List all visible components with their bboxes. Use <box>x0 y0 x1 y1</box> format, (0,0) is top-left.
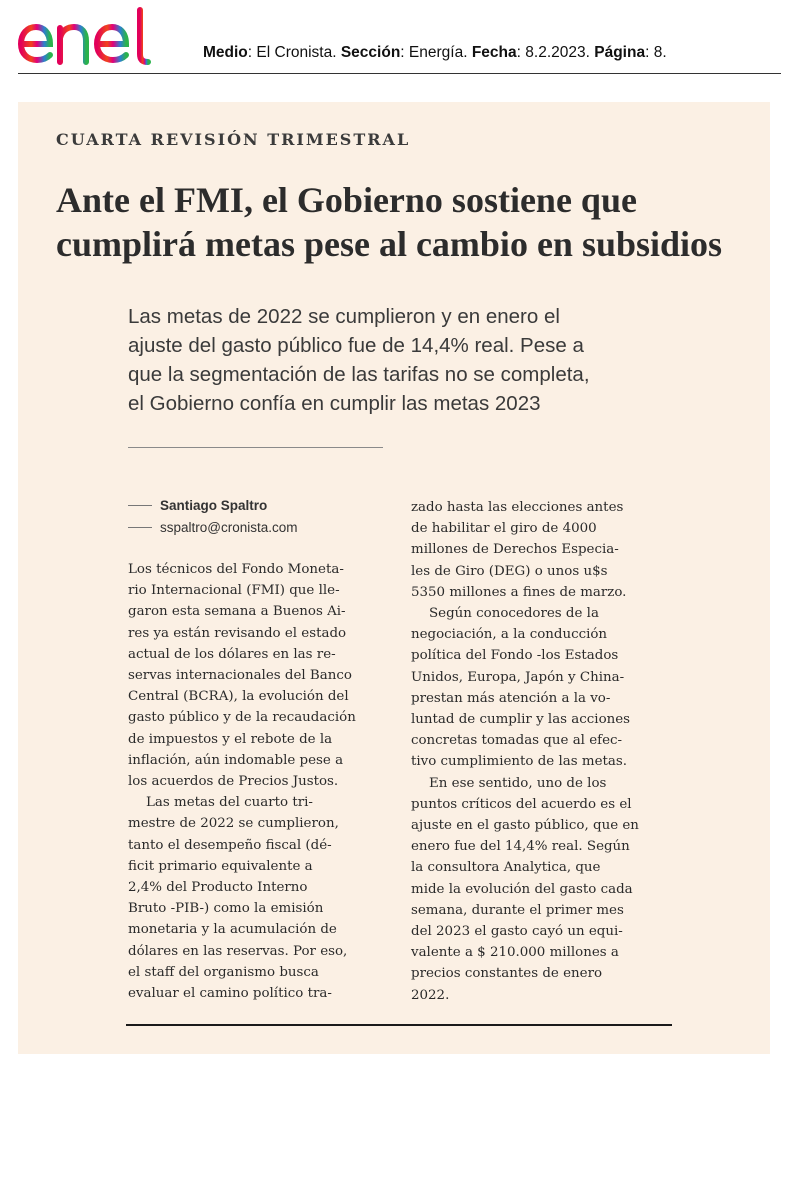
byline-dash <box>128 527 152 528</box>
deck-line: ajuste del gasto público fue de 14,4% real. Pese a <box>128 334 584 357</box>
article-kicker: CUARTA REVISIÓN TRIMESTRAL <box>56 130 411 149</box>
deck-line: Las metas de 2022 se cumplieron y en enero el <box>128 305 560 328</box>
body-line: prestan más atención a la vo- <box>411 690 611 706</box>
headline-line: Ante el FMI, el Gobierno sostiene que <box>56 180 637 220</box>
body-line: dólares en las reservas. Por eso, <box>128 943 348 959</box>
body-line: monetaria y la acumulación de <box>128 922 337 938</box>
body-line: Bruto -PIB-) como la emisión <box>128 901 324 917</box>
enel-logo <box>16 6 180 68</box>
body-line: Según conocedores de la <box>429 606 599 622</box>
article-headline <box>56 178 766 266</box>
body-line: res ya están revisando el estado <box>128 625 347 641</box>
author-email: sspaltro@cronista.com <box>160 519 298 535</box>
body-line: 5350 millones a fines de marzo. <box>411 584 627 600</box>
body-line: semana, durante el primer mes <box>411 902 624 918</box>
body-line: del 2023 el gasto cayó un equi- <box>411 924 623 940</box>
header-divider <box>18 73 781 74</box>
body-line: gasto público y de la recaudación <box>128 710 356 726</box>
body-line: zado hasta las elecciones antes <box>411 500 624 515</box>
newspaper-clipping <box>18 102 770 1054</box>
body-line: les de Giro (DEG) o unos u$s <box>411 563 608 579</box>
body-line: precios constantes de enero <box>411 966 603 982</box>
article-column-left <box>128 559 390 1004</box>
byline <box>128 494 298 538</box>
svg-text:enel: enel <box>16 6 18 7</box>
body-line: Las metas del cuarto tri- <box>146 795 313 811</box>
body-line: negociación, a la conducción <box>411 627 608 643</box>
body-line: 2022. <box>411 987 450 1003</box>
medio-label: Medio <box>203 44 248 61</box>
headline-line: cumplirá metas pese al cambio en subsidios <box>56 224 723 264</box>
article-deck <box>128 302 648 418</box>
body-line: enero fue del 14,4% real. Según <box>411 839 630 855</box>
body-line: garon esta semana a Buenos Ai- <box>128 604 346 620</box>
body-line: luntad de cumplir y las acciones <box>411 712 631 728</box>
body-line: 2,4% del Producto Interno <box>128 880 308 896</box>
body-line: concretas tomadas que al efec- <box>411 733 623 749</box>
body-line: millones de Derechos Especia- <box>411 542 619 558</box>
source-citation: Medio: El Cronista. Sección: Energía. Fecha: 8.2.2023. Página: 8. <box>203 44 667 61</box>
body-line: valente a $ 210.000 millones a <box>411 945 619 961</box>
body-line: servas internacionales del Banco <box>128 668 352 684</box>
body-line: puntos críticos del acuerdo es el <box>411 796 632 812</box>
body-line: actual de los dólares en las re- <box>128 646 336 662</box>
medio-value: El Cronista. <box>256 44 337 61</box>
body-line: Los técnicos del Fondo Moneta- <box>128 562 344 577</box>
body-line: mestre de 2022 se cumplieron, <box>128 816 339 832</box>
body-line: Central (BCRA), la evolución del <box>128 689 349 705</box>
pagina-value: 8. <box>653 44 667 61</box>
fecha-label: Fecha <box>471 44 517 61</box>
seccion-value: Energía. <box>408 44 468 61</box>
fecha-value: 8.2.2023. <box>525 44 590 61</box>
author-name: Santiago Spaltro <box>160 497 268 513</box>
body-line: En ese sentido, uno de los <box>429 775 607 791</box>
byline-dash <box>128 505 152 506</box>
body-line: rio Internacional (FMI) que lle- <box>128 583 340 599</box>
body-line: ficit primario equivalente a <box>128 858 313 874</box>
pagina-label: Página <box>594 44 646 61</box>
seccion-label: Sección <box>340 44 401 61</box>
body-line: de habilitar el giro de 4000 <box>411 521 597 537</box>
clipping-header <box>0 0 800 80</box>
body-line: la consultora Analytica, que <box>411 860 601 876</box>
deck-line: que la segmentación de las tarifas no se completa, <box>128 363 590 386</box>
deck-divider <box>128 447 383 448</box>
body-line: evaluar el camino político tra- <box>128 986 332 1002</box>
body-line: tanto el desempeño fiscal (dé- <box>128 837 332 853</box>
deck-line: el Gobierno confía en cumplir las metas 2023 <box>128 392 541 415</box>
body-line: tivo cumplimiento de las metas. <box>411 754 627 770</box>
body-line: el staff del organismo busca <box>128 964 319 980</box>
body-line: inflación, aún indomable pese a <box>128 752 344 768</box>
article-column-right <box>411 497 673 1006</box>
body-line: de impuestos y el rebote de la <box>128 731 333 747</box>
body-line: mide la evolución del gasto cada <box>411 881 633 897</box>
article-end-rule <box>126 1024 672 1026</box>
body-line: política del Fondo -los Estados <box>411 648 619 664</box>
body-line: ajuste en el gasto público, que en <box>411 818 639 834</box>
body-line: Unidos, Europa, Japón y China- <box>411 669 625 685</box>
body-line: los acuerdos de Precios Justos. <box>128 774 339 790</box>
